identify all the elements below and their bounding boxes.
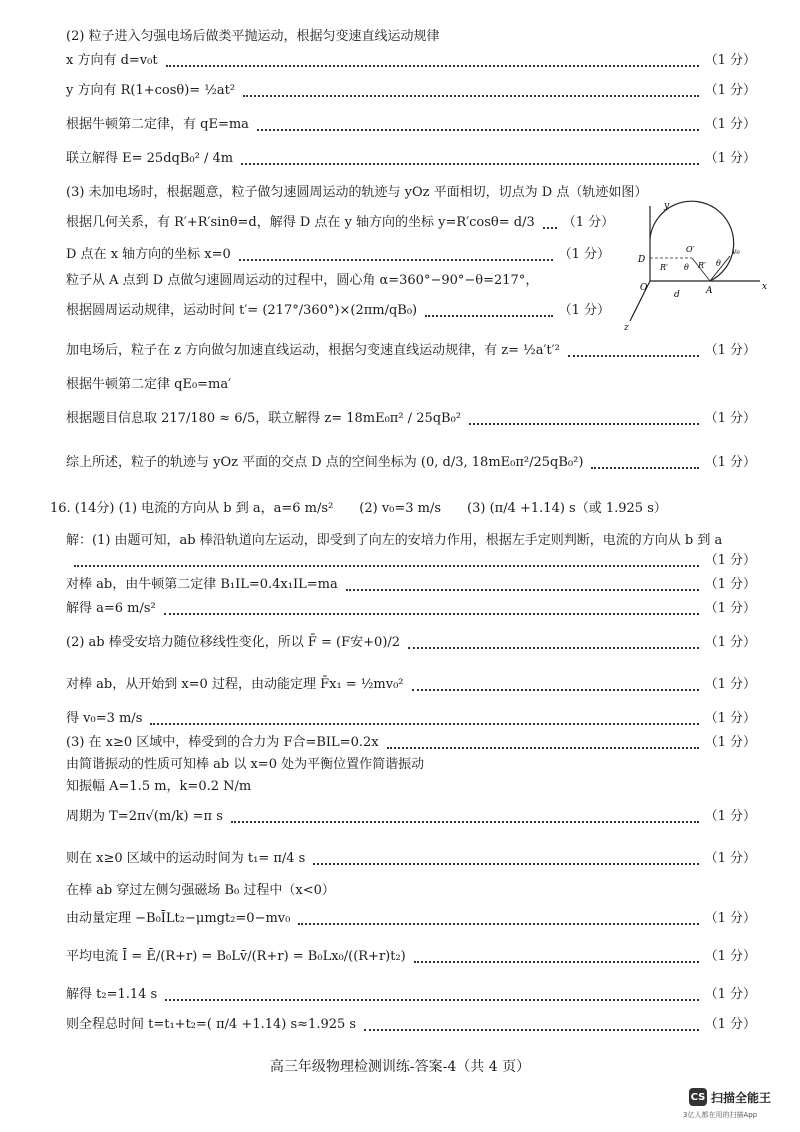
score-mark: （1 分） [704, 677, 756, 692]
label-v0: v₀ [732, 247, 740, 256]
answer-line: 在棒 ab 穿过左侧匀强磁场 B₀ 过程中（x<0） [66, 883, 335, 898]
question-summary: 16. (14分) (1) 电流的方向从 b 到 a，a=6 m/s² (2) v₀=3 m/s (3) (π/4 +1.14) s（或 1.925 s） [50, 501, 667, 516]
answer-line: 粒子从 A 点到 D 点做匀速圆周运动的过程中，圆心角 α=360°−90°−θ=217°， [66, 273, 539, 288]
score-mark: （1 分） [704, 117, 756, 132]
answer-line: 得 v₀=3 m/s （1 分） [66, 711, 756, 726]
trajectory-diagram [620, 196, 770, 336]
answer-line: 解：(1) 由题可知，ab 棒沿轨道向左运动，即受到了向左的安培力作用，根据左手定则判断，电流的方向从 b 到 a [66, 533, 723, 548]
cs-logo-icon: CS [689, 1088, 707, 1106]
score-mark: （1 分） [558, 303, 610, 318]
answer-line: 由动量定理 −B₀ĪLt₂−μmgt₂=0−mv₀ （1 分） [66, 911, 756, 926]
score-mark: （1 分） [704, 53, 756, 68]
scanner-app-name: 扫描全能王 [711, 1090, 772, 1105]
label-theta: θ [684, 263, 689, 272]
label-y: y [664, 201, 670, 211]
answer-line: 根据牛顿第二定律 qE₀=ma′ [66, 377, 232, 392]
score-mark: （1 分） [704, 809, 756, 824]
score-mark: （1 分） [704, 711, 756, 726]
answer-line: 周期为 T=2π√(m/k) =π s （1 分） [66, 809, 756, 824]
answer-line: 解得 t₂=1.14 s （1 分） [66, 987, 756, 1002]
label-r-prime-2: R′ [698, 261, 706, 270]
score-mark: （1 分） [558, 247, 610, 262]
score-mark: （1 分） [704, 851, 756, 866]
answer-line: (2) 粒子进入匀强电场后做类平抛运动，根据匀变速直线运动规律 [66, 29, 440, 44]
answer-line: y 方向有 R(1+cosθ)= ½at² （1 分） [66, 83, 756, 98]
score-mark: （1 分） [704, 1017, 756, 1032]
score-mark: （1 分） [704, 83, 756, 98]
scanner-watermark [689, 1088, 771, 1106]
answer-line: 联立解得 E= 25dqB₀² / 4m （1 分） [66, 151, 756, 166]
answer-line: 平均电流 Ī = Ē/(R+r) = B₀Lv̄/(R+r) = B₀Lx₀/((R+r)t₂) （1 分） [66, 949, 756, 964]
answer-line: 根据牛顿第二定律，有 qE=ma （1 分） [66, 117, 756, 132]
score-mark: （1 分） [704, 411, 756, 426]
answer-line: 对棒 ab，从开始到 x=0 过程，由动能定理 F̄x₁ = ½mv₀² （1 分） [66, 677, 756, 692]
label-d-point: D [638, 255, 646, 265]
score-mark: （1 分） [704, 577, 756, 592]
label-z: z [624, 323, 629, 333]
label-o-prime: O′ [686, 245, 695, 254]
score-mark: （1 分） [704, 343, 756, 358]
answer-line: x 方向有 d=v₀t （1 分） [66, 53, 756, 68]
answer-line: D 点在 x 轴方向的坐标 x=0 （1 分） [66, 247, 610, 262]
score-mark: （1 分） [704, 911, 756, 926]
answer-line: 根据题目信息取 217/180 ≈ 6/5，联立解得 z= 18mE₀π² / 25qB₀² （1 分） [66, 411, 756, 426]
answer-line: 根据圆周运动规律，运动时间 t′= (217°/360°)×(2πm/qB₀) （1 分） [66, 303, 610, 318]
page-footer: 高三年级物理检测训练-答案-4（共 4 页） [269, 1059, 531, 1075]
label-x: x [762, 282, 768, 292]
answer-line: 则全程总时间 t=t₁+t₂=( π/4 +1.14) s≈1.925 s （1 分） [66, 1017, 756, 1032]
answer-line: (3) 在 x≥0 区域中，棒受到的合力为 F合=BIL=0.2x （1 分） [66, 735, 756, 750]
label-d-length: d [674, 290, 680, 300]
answer-line: 综上所述，粒子的轨迹与 yOz 平面的交点 D 点的空间坐标为 (0, d/3, 18mE₀π²/25qB₀²) （1 分） [66, 455, 756, 470]
answer-line: 则在 x≥0 区域中的运动时间为 t₁= π/4 s （1 分） [66, 851, 756, 866]
answer-line: 知振幅 A=1.5 m，k=0.2 N/m [66, 779, 252, 794]
score-mark: （1 分） [704, 553, 756, 568]
answer-line: 由简谐振动的性质可知棒 ab 以 x=0 处为平衡位置作简谐振动 [66, 757, 425, 772]
answer-line: (3) 未加电场时，根据题意，粒子做匀速圆周运动的轨迹与 yOz 平面相切，切点为 D 点（轨迹如图） [66, 185, 648, 200]
answer-line: 根据几何关系，有 R′+R′sinθ=d，解得 D 点在 y 轴方向的坐标 y=R′cosθ= d/3 （1 分） [66, 215, 615, 230]
score-mark: （1 分） [704, 151, 756, 166]
answer-line [66, 552, 756, 570]
answer-line: 加电场后，粒子在 z 方向做匀加速直线运动，根据匀变速直线运动规律，有 z= ½a′t′² （1 分） [66, 343, 756, 358]
score-mark: （1 分） [704, 601, 756, 616]
answer-line: 对棒 ab，由牛顿第二定律 B₁IL=0.4x₁IL=ma （1 分） [66, 577, 756, 592]
label-origin: O [640, 283, 648, 293]
score-mark: （1 分） [562, 215, 615, 230]
score-mark: （1 分） [704, 735, 756, 750]
score-mark: （1 分） [704, 635, 756, 650]
score-mark: （1 分） [704, 455, 756, 470]
score-mark: （1 分） [704, 987, 756, 1002]
label-r-prime: R′ [660, 263, 668, 272]
scanner-tagline: 3亿人都在用的扫描App [683, 1111, 758, 1119]
answer-line: (2) ab 棒受安培力随位移线性变化，所以 F̄ = (F安+0)/2 （1 分） [66, 635, 756, 650]
answer-line: 解得 a=6 m/s² （1 分） [66, 601, 756, 616]
score-mark: （1 分） [704, 949, 756, 964]
label-theta-2: θ [716, 259, 721, 268]
label-a-point: A [706, 286, 713, 296]
